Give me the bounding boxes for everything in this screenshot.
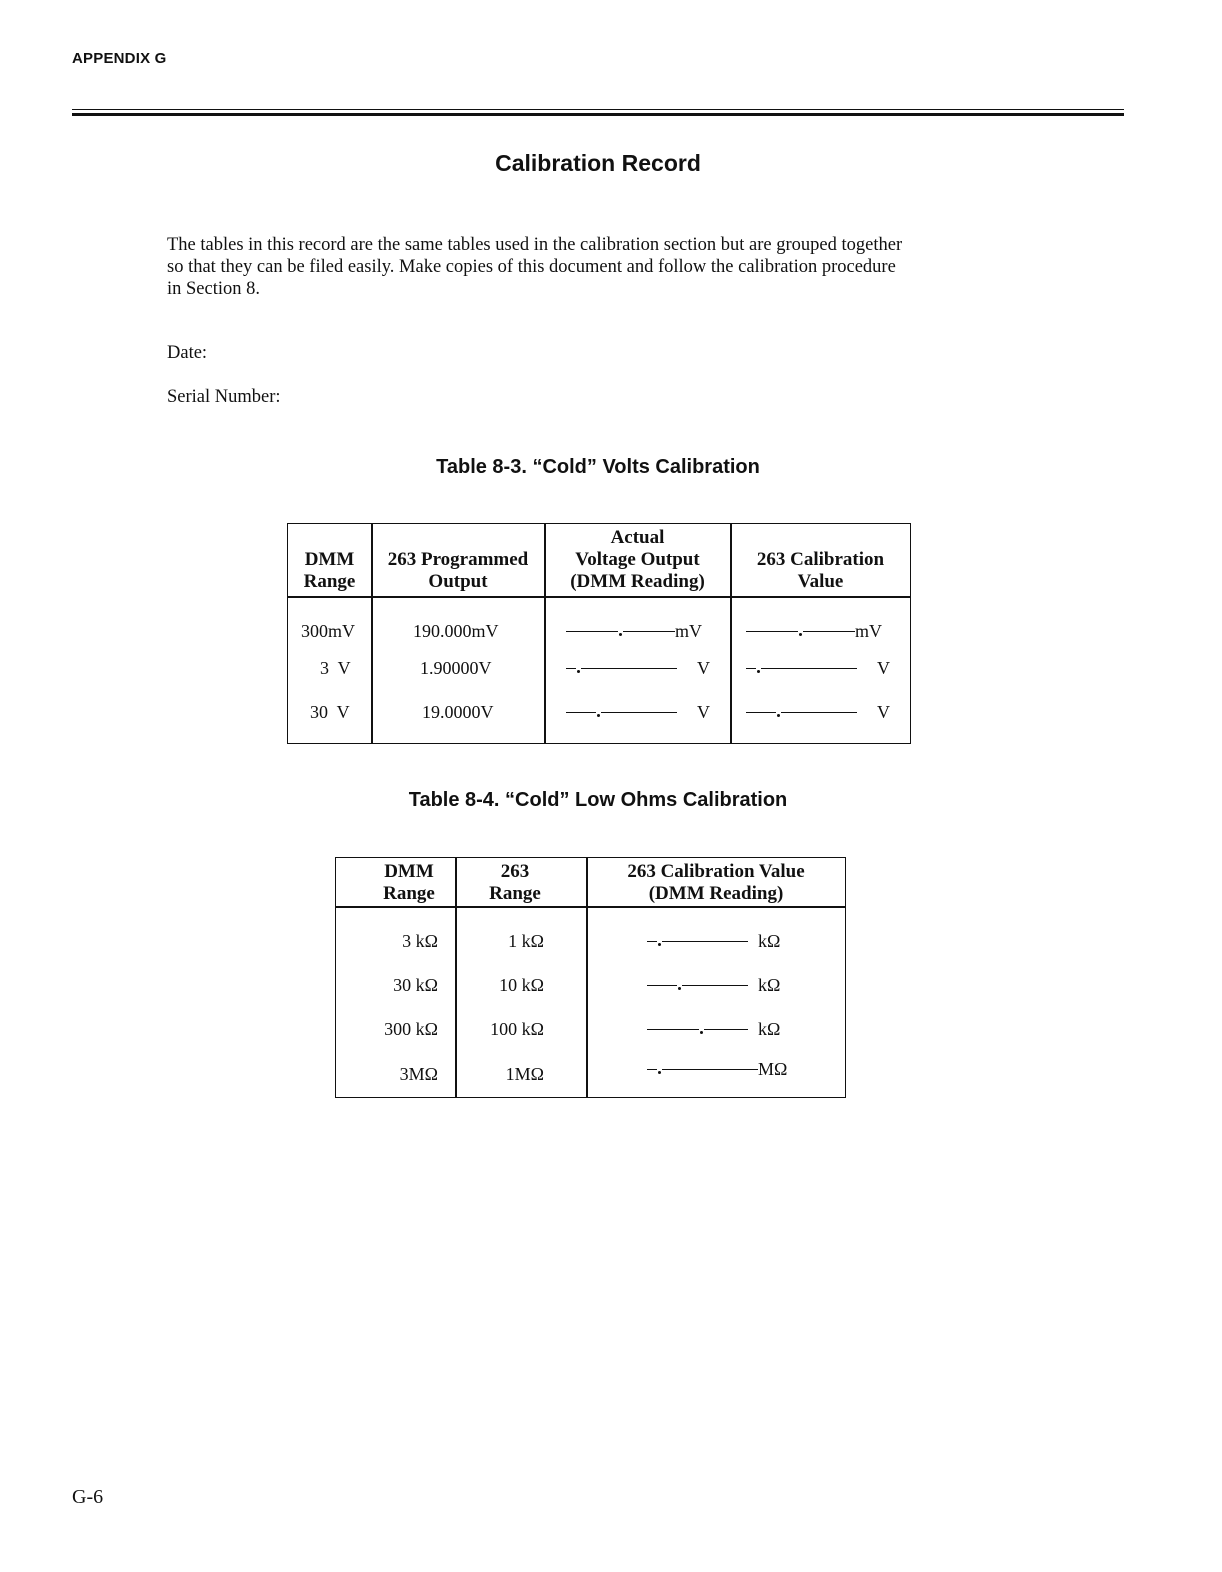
actual-voltage-blank[interactable]	[566, 658, 710, 679]
cell-263-range: 100 kΩ	[490, 1019, 544, 1039]
unit-label: V	[697, 702, 710, 722]
cell-263-range: 10 kΩ	[499, 975, 544, 995]
unit-label: mV	[855, 621, 882, 641]
unit-label: V	[877, 702, 890, 722]
header-divider	[287, 596, 911, 598]
header-text: Voltage Output	[575, 549, 700, 570]
intro-line: The tables in this record are the same tables used in the calibration section but are grouped together	[167, 235, 903, 255]
unit-label: V	[877, 658, 890, 678]
header-text: (DMM Reading)	[648, 883, 784, 904]
serial-number-label: Serial Number:	[167, 387, 281, 407]
intro-line: in Section 8.	[167, 279, 261, 299]
cell-dmm-range: 3MΩ	[399, 1064, 438, 1084]
header-rule-thick	[72, 113, 1124, 116]
appendix-label: APPENDIX G	[72, 50, 167, 67]
table-8-3-title: Table 8-3. “Cold” Volts Calibration	[436, 456, 760, 478]
header-calibration-value	[587, 861, 845, 905]
header-text: DMM	[384, 861, 434, 882]
header-divider	[335, 906, 846, 908]
cell-dmm-range: 30 V	[310, 702, 350, 722]
actual-voltage-blank[interactable]	[566, 621, 702, 642]
cell-programmed-output: 19.0000V	[422, 702, 494, 722]
header-text: 263 Calibration	[756, 549, 885, 570]
header-text: Actual	[610, 527, 665, 548]
intro-line: so that they can be filed easily. Make copies of this document and follow the calibration procedure	[167, 257, 896, 277]
header-actual-voltage	[545, 527, 730, 593]
cell-dmm-range: 3 kΩ	[402, 931, 438, 951]
unit-label: MΩ	[758, 1059, 788, 1079]
cell-263-range: 1 kΩ	[508, 931, 544, 951]
cell-dmm-range: 300 kΩ	[384, 1019, 438, 1039]
header-text: Range	[303, 571, 356, 592]
header-text: Range	[489, 883, 541, 904]
calibration-value-blank[interactable]	[746, 658, 890, 679]
calibration-value-blank[interactable]	[746, 621, 882, 642]
calibration-value-blank[interactable]	[647, 931, 780, 952]
intro-paragraph	[167, 234, 1047, 300]
header-text: 263	[500, 861, 530, 882]
unit-label: kΩ	[758, 931, 781, 951]
header-text: Output	[428, 571, 488, 592]
unit-label: mV	[675, 621, 702, 641]
page-number: G-6	[72, 1486, 104, 1508]
header-text: (DMM Reading)	[570, 571, 705, 592]
actual-voltage-blank[interactable]	[566, 702, 710, 723]
header-dmm-range	[350, 861, 468, 905]
cell-dmm-range: 3 V	[320, 658, 351, 678]
header-text: Value	[797, 571, 844, 592]
cell-programmed-output: 1.90000V	[420, 658, 492, 678]
header-rule-thin	[72, 109, 1124, 110]
unit-label: kΩ	[758, 1019, 781, 1039]
cell-263-range: 1MΩ	[505, 1064, 544, 1084]
page-title: Calibration Record	[495, 150, 701, 176]
cell-dmm-range: 300mV	[301, 621, 355, 641]
calibration-value-blank[interactable]	[746, 702, 890, 723]
header-programmed-output	[372, 549, 544, 593]
calibration-value-blank[interactable]	[647, 975, 780, 996]
header-calibration-value	[731, 549, 910, 593]
calibration-value-blank[interactable]	[647, 1019, 780, 1040]
unit-label: V	[697, 658, 710, 678]
header-263-range	[456, 861, 574, 905]
unit-label: kΩ	[758, 975, 781, 995]
cell-programmed-output: 190.000mV	[413, 621, 499, 641]
date-label: Date:	[167, 343, 208, 363]
cell-dmm-range: 30 kΩ	[393, 975, 438, 995]
header-text: 263 Programmed	[387, 549, 529, 570]
table-8-4-title: Table 8-4. “Cold” Low Ohms Calibration	[408, 789, 788, 811]
header-text: 263 Calibration Value	[627, 861, 805, 882]
calibration-value-blank[interactable]	[647, 1059, 787, 1080]
header-text: DMM	[304, 549, 355, 570]
header-dmm-range	[288, 549, 371, 593]
header-text: Range	[383, 883, 435, 904]
